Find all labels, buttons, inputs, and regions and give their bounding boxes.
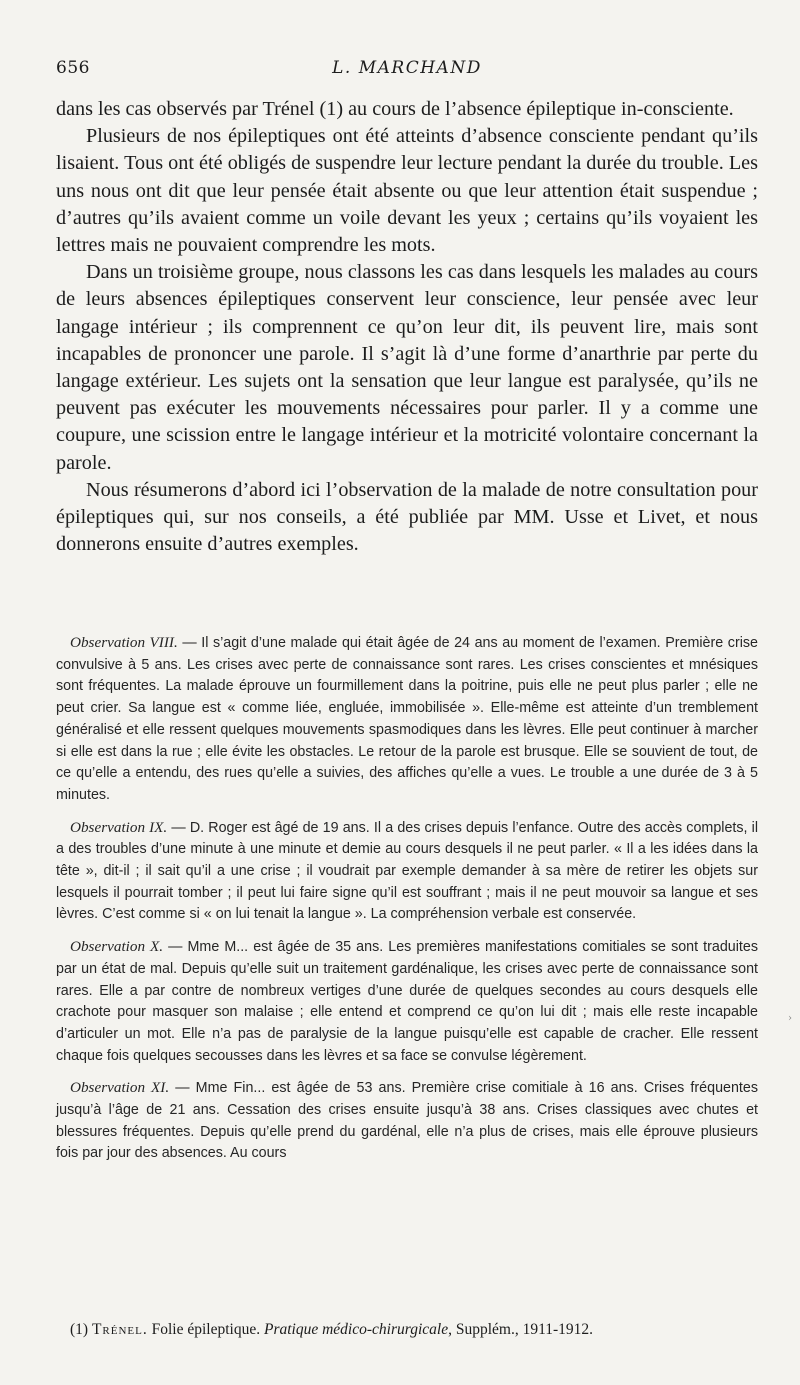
observation-text: — D. Roger est âgé de 19 ans. Il a des crises depuis l’enfance. Outre des accès complets, il a des troubles d’une minute à une minute et demie au cours desquels il ne peut parler. « Il a les idées dans la tête », dit-il ; il sait qu’il a une crise ; il voudrait par exemple demander à sa mère de retirer les objets sur lesquels il pourrait tomber ; il peut lui faire signe qu’il est souffrant ; mais il ne peut mouvoir sa langue et ses lèvres. C’est comme si « on lui tenait la langue ». La compréhension verbale est conservée. xyxy=(56,819,758,923)
observation-label: Observation IX. xyxy=(70,818,168,836)
running-title: L. MARCHAND xyxy=(332,58,482,78)
observation-label: Observation VIII. xyxy=(70,634,178,651)
footnote-marker: (1) xyxy=(70,1321,92,1338)
paragraph: Plusieurs de nos épileptiques ont été atteints d’absence consciente pendant qu’ils lisaient. Tous ont été obligés de suspendre leur lecture pendant la durée du trouble. Les uns nous ont dit que leur pensée était absente ou que leur attention était suspendue ; d’autres qu’ils avaient comme un voile devant les yeux ; certains qu’ils voyaient les lettres mais ne pouvaient comprendre les mots. xyxy=(56,125,758,257)
main-text xyxy=(56,96,758,558)
observation xyxy=(56,632,758,807)
footnote-text: Folie épileptique. xyxy=(147,1321,264,1338)
page-number: 656 xyxy=(56,58,90,78)
paragraph: dans les cas observés par Trénel (1) au cours de l’absence épileptique in-consciente. xyxy=(56,98,734,120)
observation-text: — Mme M... est âgée de 35 ans. Les premières manifestations comitiales se sont traduites par un état de mal. Depuis qu’elle suit un traitement gardénalique, les crises avec perte de connaissance sont rares. Elle a par contre de nombreux vertiges d’une durée de quelques secondes au cours desquels elle crachote pour masquer son malaise ; elle entend et comprend ce qu’on lui dit ; mais elle reste incapable d’articuler un mot. Elle n’a pas de paralysie de la langue puisqu’elle est capable de cracher. Elle ressent chaque fois quelques secousses dans les lèvres et sa face se convulse légèrement. xyxy=(56,939,758,1064)
observation-label: Observation X. xyxy=(70,938,164,956)
observation-label: Observation XI. xyxy=(70,1079,170,1097)
footnote-journal: Pratique médico-chirurgicale xyxy=(263,1321,449,1338)
edge-mark: › xyxy=(788,1013,792,1024)
observations xyxy=(56,632,758,1175)
paragraph: Nous résumerons d’abord ici l’observation de la malade de notre consultation pour épileptiques qui, sur nos conseils, a été publiée par MM. Usse et Livet, et nous donnerons ensuite d’autres exemples. xyxy=(56,478,758,556)
observation xyxy=(56,1077,758,1165)
paragraph: Dans un troisième groupe, nous classons les cas dans lesquels les malades au cours de leurs absences épileptiques conservent leur conscience, leur pensée avec leur langage intérieur ; ils comprennent ce qu’on leur dit, ils peuvent lire, mais sont incapables de prononcer une parole. Il s’agit là d’une forme d’anarthrie par perte du langage extérieur. Les sujets ont la sensation que leur langue est paralysée, qu’ils ne peuvent pas exécuter les mouvements nécessaires pour parler. Il y a comme une coupure, une scission entre le langage intérieur et la motricité volontaire concernant la parole. xyxy=(56,261,758,474)
observation xyxy=(56,936,758,1067)
observation xyxy=(56,817,758,927)
observation-text: — Il s’agit d’une malade qui était âgée de 24 ans au moment de l’examen. Première crise convulsive à 5 ans. Les crises avec perte de connaissance sont rares. Les crises conscientes et mnésiques sont fréquentes. La malade éprouve un fourmillement dans la poitrine, puis elle ne peut plus parler ; elle ne peut crier. Sa langue est « comme liée, engluée, immobilisée ». Elle-même est atteinte d’un tremblement généralisé et elle ressent quelques mouvements spasmodiques dans les lèvres. Elle peut continuer à marcher si elle est dans la rue ; elle évite les obstacles. Le retour de la parole est brusque. Elle se souvient de tout, de ce qu’elle a entendu, des rues qu’elle a suivies, des affiches qu’elle a vues. Le trouble a une durée de 3 à 5 minutes. xyxy=(56,635,758,803)
observation-text: — Mme Fin... est âgée de 53 ans. Première crise comitiale à 16 ans. Crises fréquentes jusqu’à l’âge de 21 ans. Cessation des crises ensuite jusqu’à 38 ans. Crises classiques avec chutes et blessures fréquentes. Depuis qu’elle prend du gardénal, elle n’a plus de crises, mais elle éprouve plusieurs fois par jour des absences. Au cours xyxy=(56,1080,758,1162)
footnote xyxy=(56,1320,758,1340)
footnote-author: Trénel. xyxy=(91,1321,148,1338)
running-head xyxy=(56,58,758,80)
footnote-text-end: , Supplém., 1911-1912. xyxy=(448,1321,594,1338)
